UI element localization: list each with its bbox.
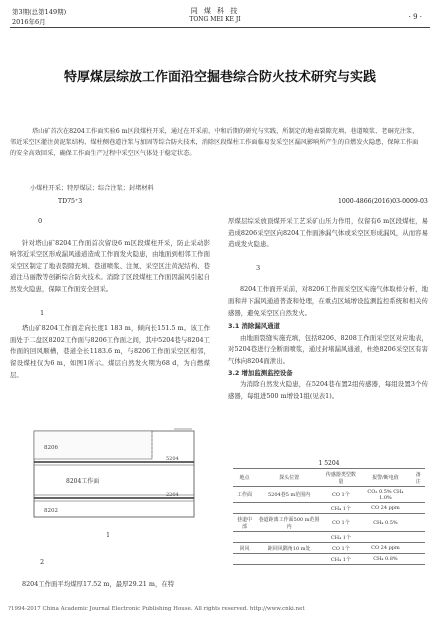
section-3-heading: 3 [256, 263, 261, 272]
table-cell [233, 532, 256, 543]
page-header [10, 4, 430, 34]
table-cell: CH₄ 1个 [322, 532, 359, 543]
label-8204: 8204工作面 [66, 478, 100, 485]
table-header: 传感器类型数量 [322, 469, 359, 487]
label-8206: 8206 [44, 445, 58, 451]
table-row [233, 543, 425, 554]
table-cell [411, 487, 425, 503]
left-column [10, 216, 210, 381]
keywords: 小煤柱开采；特厚煤层；综合注浆；封堵材料 [30, 185, 154, 192]
journal-name-en: TONG MEI KE JI [189, 16, 241, 23]
table-cell [411, 554, 425, 565]
table-header: 报警/断电值 [360, 469, 412, 487]
table-cell: CO₂ 0.5% CH₄ 1.0% [360, 487, 412, 503]
prevention-paragraph: 8204工作面开采前，对8206工作面采空区实施气体取样分析，地面和井下漏风通道普查和处理，在重点区域增设监测监控系统和相关传感器，避免采空区自然发火。 [228, 285, 428, 317]
page-number: · 9 · [408, 13, 422, 21]
copyright-footer: ?1994-2017 China Academic Journal Electronic Publishing House. All rights reserved. http://www.cnki.net [8, 606, 305, 612]
table-cell: CO 24 ppm [360, 543, 412, 554]
right-column [228, 216, 428, 402]
seam-paragraph: 8204工作面平均煤厚17.52 m，最厚29.21 m，在特 [22, 579, 175, 588]
table-cell [256, 532, 322, 543]
paper-title: 特厚煤层综放工作面沿空掘巷综合防火技术研究与实践 [63, 70, 376, 85]
table-cell [411, 532, 425, 543]
table-cell: CH₄ 0.5% [360, 514, 412, 532]
document-number: 1000-4866(2016)03-0009-03 [338, 198, 428, 205]
table-cell: CH₄ 0.8% [360, 554, 412, 565]
table-cell: 回风 [233, 543, 256, 554]
section-0-heading: 0 [38, 217, 43, 225]
table-cell: CO 24 ppm [360, 503, 412, 514]
table-cell: CO 1个 [322, 487, 359, 503]
table-header: 备注 [411, 469, 425, 487]
subsection-3-2-heading: 3.2 增加监测监控设备 [228, 368, 293, 377]
table-cell: CO 1个 [322, 514, 359, 532]
table-cell [360, 532, 412, 543]
label-5204: 5204 [166, 456, 179, 462]
intro-paragraph: 针对塔山矿8204工作面首次留设6 m区段煤柱开采，防止采动影响邻近采空区形成漏风通道造成工作面发火隐患，由地面到相邻工作面采空区制定了地表裂隙充填、巷道喷浆、注氮、采空区注黄泥结构、巷道注马丽散等创新综合防火技术。消除了区段煤柱工作面因漏风引起自然发火隐患，保障工作面安全回采。 [10, 238, 210, 293]
table-cell: 巷道距离工作面500 m范围内 [256, 514, 322, 532]
table-cell: CH₄ 1个 [322, 554, 359, 565]
abstract: 塔山矿首次在8204工作面实验6 m区段煤柱开采，通过在开采前、中和后期的研究与实践，所制定的地表裂隙充填、巷道喷浆、老硐充注浆、邻近采空区灌注黄泥浆结构、煤柱侧巷道注浆与加固等综合防火技术，消除区段煤柱工作面临易发采空区漏风影响所产生的自燃发火隐患，保障工作面的安全高效回采，确保工作面生产过程中采空区气体处于稳定状态。 [10, 128, 419, 157]
sensor-table [233, 468, 425, 565]
issue-number: 第3期(总第149期) [12, 8, 67, 16]
table-cell [256, 554, 322, 565]
table-row [233, 503, 425, 514]
table-header: 地点 [233, 469, 256, 487]
table-cell: 5204巷5 m范围内 [256, 487, 322, 503]
section-2-heading: 2 [40, 558, 45, 566]
table-cell: CH₄ 1个 [322, 503, 359, 514]
table-cell: 工作面 [233, 487, 256, 503]
table-row [233, 514, 425, 532]
table-row [233, 487, 425, 503]
seam-paragraph-continued: 厚煤层综采放顶煤开采工艺采矿山压力作用，仅留有6 m区段煤柱，易造成8206采空区向8204工作面渗漏气体或采空区形成漏风，从而容易造成发火隐患。 [228, 217, 428, 249]
table-cell [411, 514, 425, 532]
subsection-3-1-heading: 3.1 消除漏风通道 [228, 322, 280, 331]
face-8204 [34, 465, 194, 495]
air-leak-paragraph: 由地面裂缝实施充填，包括8206、8208工作面采空区对应地表，对5204巷进行全断面喷浆，通过封堵漏风通道，杜绝8206采空区有害气体向8204面泄出。 [228, 333, 428, 365]
issue-date: 2016年6月 [12, 18, 46, 26]
table-row [233, 554, 425, 565]
table-cell [256, 503, 322, 514]
table-cell [411, 503, 425, 514]
label-2204: 2204 [166, 492, 179, 498]
table-row [233, 532, 425, 543]
table-header: 探头位置 [256, 469, 322, 487]
table-cell [233, 503, 256, 514]
table-header-row [233, 469, 425, 487]
classification-code: TD75⁺3 [58, 198, 83, 205]
monitoring-paragraph: 为消除自然发火隐患，在5204巷布置2组传感器，每组设置3个传感器，每组进500 m增设1组(见表1)。 [228, 380, 428, 400]
figure-caption: 1 [106, 532, 110, 539]
table-cell: CO 1个 [322, 543, 359, 554]
table-cell [411, 543, 425, 554]
face-8202 [34, 501, 194, 517]
section-1-heading: 1 [40, 308, 45, 317]
label-8202: 8202 [44, 508, 58, 514]
table-cell [233, 554, 256, 565]
workface-overview-paragraph: 塔山矿8204工作面走向长度1 183 m，倾向长151.5 m。该工作面处于二盘区8202工作面与8206工作面之间，其中5204巷与8204工作面的回风顺槽，巷道全长1183.6 m，与8206工作面采空区相邻，留设煤柱仅为6 m，如图1所示。煤层自然发火期为68 d，为自燃煤层。 [10, 324, 210, 379]
left-column-lower [10, 557, 210, 590]
table-cell: 巷道中部 [233, 514, 256, 532]
table-cell: 距回风隅角10 m处 [256, 543, 322, 554]
figure-1-layout [16, 415, 208, 543]
journal-name-cn: 同 煤 科 技 [190, 7, 240, 15]
table-caption: 1 5204 [318, 460, 340, 467]
header-rule [10, 27, 430, 28]
